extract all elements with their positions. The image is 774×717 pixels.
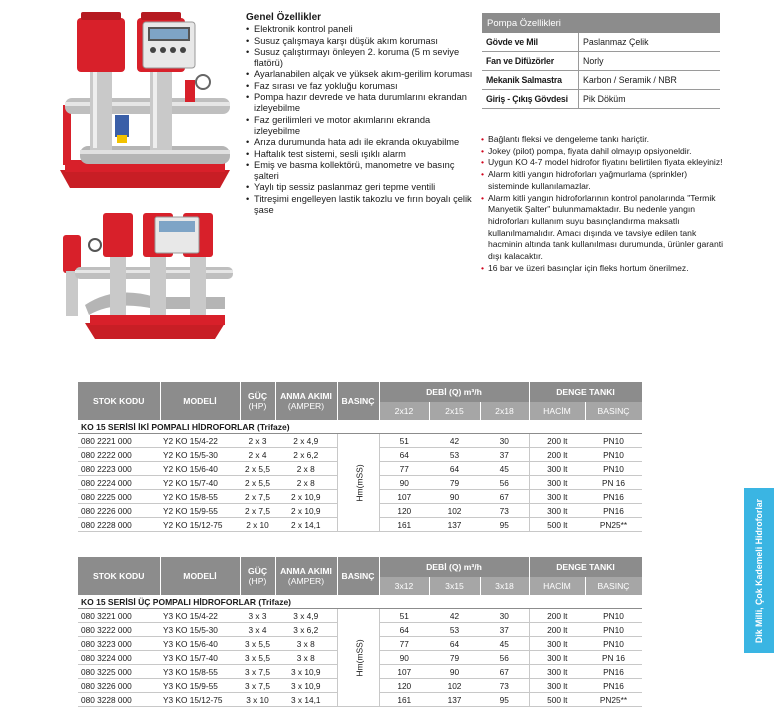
tank-volume-cell: 300 lt xyxy=(529,490,585,504)
feature-item: • Faz sırası ve faz yokluğu koruması xyxy=(254,81,476,92)
stock-code-cell: 080 3226 000 xyxy=(78,679,160,693)
side-tab-label: Dik Milli, Çok Kademeli Hidroforlar xyxy=(754,498,764,643)
flow2-cell: 137 xyxy=(429,693,480,707)
power-cell: 3 x 5,5 xyxy=(240,651,275,665)
flow3-cell: 30 xyxy=(480,609,529,623)
note-item: • Alarm kitli yangın hidroforlarının kontrol panolarında "Termik Manyetik Şalter" bulunmamaktadır. Bu nedenle yangın hidroforları kullanım suyu basınçlandırma maksatlı kullanılmamalıdır. Amacı dışında ve tavsiye edilen tank hacminin altında tank kullanılması durumunda, ürünler garanti dışı kalacaktır. xyxy=(488,193,730,263)
flow2-cell: 64 xyxy=(429,462,480,476)
spec-key: Giriş - Çıkış Gövdesi xyxy=(482,90,579,109)
power-cell: 3 x 3 xyxy=(240,609,275,623)
flow-col: 2x12 xyxy=(379,402,429,420)
flow1-cell: 120 xyxy=(379,504,429,518)
flow2-cell: 90 xyxy=(429,490,480,504)
power-cell: 3 x 4 xyxy=(240,623,275,637)
tank-pressure-cell: PN10 xyxy=(585,609,642,623)
tank-volume-cell: 500 lt xyxy=(529,693,585,707)
power-cell: 3 x 7,5 xyxy=(240,679,275,693)
stock-code-cell: 080 3224 000 xyxy=(78,651,160,665)
stock-code-cell: 080 3222 000 xyxy=(78,623,160,637)
col-model: MODELİ xyxy=(160,557,240,595)
model-cell: Y3 KO 15/7-40 xyxy=(160,651,240,665)
flow2-cell: 90 xyxy=(429,665,480,679)
three-pump-booster-image xyxy=(55,205,235,345)
model-cell: Y2 KO 15/8-55 xyxy=(160,490,240,504)
tank-pressure-cell: PN 16 xyxy=(585,476,642,490)
tank-pressure-col: BASINÇ xyxy=(585,402,642,420)
spec-row xyxy=(482,90,720,109)
flow3-cell: 45 xyxy=(480,462,529,476)
flow1-cell: 120 xyxy=(379,679,429,693)
stock-code-cell: 080 3228 000 xyxy=(78,693,160,707)
tank-pressure-col: BASINÇ xyxy=(585,577,642,595)
model-cell: Y2 KO 15/6-40 xyxy=(160,462,240,476)
feature-item: • Ayarlanabilen alçak ve yüksek akım-gerilim koruması xyxy=(254,69,476,80)
stock-code-cell: 080 3221 000 xyxy=(78,609,160,623)
flow1-cell: 161 xyxy=(379,693,429,707)
three-pump-table xyxy=(78,557,643,707)
flow1-cell: 64 xyxy=(379,448,429,462)
pressure-unit-label: Hm(mSS) xyxy=(354,463,365,502)
current-cell: 3 x 10,9 xyxy=(275,679,337,693)
col-flow: DEBİ (Q) m³/h xyxy=(379,557,529,577)
pump-spec-table xyxy=(482,13,720,109)
tank-pressure-cell: PN 16 xyxy=(585,651,642,665)
table1-body xyxy=(78,434,642,532)
flow3-cell: 56 xyxy=(480,476,529,490)
tank-pressure-cell: PN25** xyxy=(585,518,642,532)
model-cell: Y2 KO 15/4-22 xyxy=(160,434,240,448)
flow-col: 3x15 xyxy=(429,577,480,595)
model-cell: Y3 KO 15/4-22 xyxy=(160,609,240,623)
table2-body xyxy=(78,609,642,707)
feature-item: • Yaylı tip sessiz paslanmaz geri tepme ventili xyxy=(254,182,476,193)
note-item: • Jokey (pilot) pompa, fiyata dahil olmayıp opsiyoneldir. xyxy=(488,146,730,158)
flow1-cell: 64 xyxy=(379,623,429,637)
tank-pressure-cell: PN25** xyxy=(585,693,642,707)
tank-pressure-cell: PN10 xyxy=(585,623,642,637)
feature-item: • Haftalık test sistemi, sesli ışıklı alarm xyxy=(254,149,476,160)
model-cell: Y3 KO 15/9-55 xyxy=(160,679,240,693)
notes xyxy=(480,134,730,274)
spec-key: Mekanik Salmastra xyxy=(482,71,579,90)
spec-value: Paslanmaz Çelik xyxy=(579,33,721,52)
tank-volume-cell: 200 lt xyxy=(529,623,585,637)
flow3-cell: 95 xyxy=(480,518,529,532)
power-cell: 2 x 4 xyxy=(240,448,275,462)
power-cell: 3 x 10 xyxy=(240,693,275,707)
col-pressure: BASINÇ xyxy=(337,557,379,595)
flow2-cell: 42 xyxy=(429,434,480,448)
feature-item: • Pompa hazır devrede ve hata durumlarını ekrandan izleyebilme xyxy=(254,92,476,115)
current-cell: 3 x 4,9 xyxy=(275,609,337,623)
current-cell: 3 x 10,9 xyxy=(275,665,337,679)
flow1-cell: 77 xyxy=(379,462,429,476)
stock-code-cell: 080 2223 000 xyxy=(78,462,160,476)
col-tank: DENGE TANKI xyxy=(529,382,642,402)
col-pressure: BASINÇ xyxy=(337,382,379,420)
flow2-cell: 137 xyxy=(429,518,480,532)
flow3-cell: 30 xyxy=(480,434,529,448)
note-item: • Bağlantı fleksi ve dengeleme tankı hariçtir. xyxy=(488,134,730,146)
tank-volume-cell: 200 lt xyxy=(529,434,585,448)
feature-item: • Elektronik kontrol paneli xyxy=(254,24,476,35)
col-power: GÜÇ (HP) xyxy=(240,557,275,595)
flow1-cell: 90 xyxy=(379,476,429,490)
current-cell: 2 x 8 xyxy=(275,476,337,490)
flow1-cell: 107 xyxy=(379,665,429,679)
features-title: Genel Özellikler xyxy=(246,12,322,23)
current-cell: 2 x 14,1 xyxy=(275,518,337,532)
flow3-cell: 67 xyxy=(480,665,529,679)
stock-code-cell: 080 2224 000 xyxy=(78,476,160,490)
spec-value: Karbon / Seramik / NBR xyxy=(579,71,721,90)
spec-key: Gövde ve Mil xyxy=(482,33,579,52)
flow2-cell: 102 xyxy=(429,679,480,693)
model-cell: Y2 KO 15/9-55 xyxy=(160,504,240,518)
spec-title: Pompa Özellikleri xyxy=(482,13,720,33)
col-flow: DEBİ (Q) m³/h xyxy=(379,382,529,402)
flow3-cell: 73 xyxy=(480,504,529,518)
feature-item: • Susuz çalıştırmayı önleyen 2. koruma (5 m seviye flatörü) xyxy=(254,47,476,70)
note-item: • Uygun KO 4-7 model hidrofor fiyatını belirtilen fiyata ekleyiniz! xyxy=(488,157,730,169)
flow3-cell: 73 xyxy=(480,679,529,693)
flow-col: 3x18 xyxy=(480,577,529,595)
flow2-cell: 79 xyxy=(429,476,480,490)
flow1-cell: 51 xyxy=(379,609,429,623)
power-cell: 2 x 7,5 xyxy=(240,490,275,504)
col-tank: DENGE TANKI xyxy=(529,557,642,577)
feature-item: • Emiş ve basma kollektörü, manometre ve basınç şalteri xyxy=(254,160,476,183)
power-cell: 2 x 3 xyxy=(240,434,275,448)
tank-pressure-cell: PN10 xyxy=(585,462,642,476)
model-cell: Y3 KO 15/8-55 xyxy=(160,665,240,679)
current-cell: 3 x 14,1 xyxy=(275,693,337,707)
spec-value: Pik Döküm xyxy=(579,90,721,109)
two-pump-booster-image xyxy=(55,10,235,200)
col-stock-code: STOK KODU xyxy=(78,382,160,420)
feature-item: • Susuz çalışmaya karşı düşük akım koruması xyxy=(254,36,476,47)
table-row xyxy=(78,609,642,623)
flow1-cell: 90 xyxy=(379,651,429,665)
feature-item: • Titreşimi engelleyen lastik takozlu ve fırın boyalı çelik şase xyxy=(254,194,476,217)
stock-code-cell: 080 2225 000 xyxy=(78,490,160,504)
tank-volume-cell: 500 lt xyxy=(529,518,585,532)
flow3-cell: 56 xyxy=(480,651,529,665)
model-cell: Y2 KO 15/12-75 xyxy=(160,518,240,532)
general-features xyxy=(246,12,476,216)
table-row xyxy=(78,434,642,448)
col-power: GÜÇ (HP) xyxy=(240,382,275,420)
flow1-cell: 77 xyxy=(379,637,429,651)
current-cell: 3 x 8 xyxy=(275,637,337,651)
model-cell: Y3 KO 15/12-75 xyxy=(160,693,240,707)
power-cell: 3 x 5,5 xyxy=(240,637,275,651)
tank-volume-cell: 300 lt xyxy=(529,651,585,665)
pressure-unit-label: Hm(mSS) xyxy=(354,638,365,677)
tank-pressure-cell: PN16 xyxy=(585,679,642,693)
col-stock-code: STOK KODU xyxy=(78,557,160,595)
tank-volume-cell: 300 lt xyxy=(529,637,585,651)
stock-code-cell: 080 3223 000 xyxy=(78,637,160,651)
model-cell: Y2 KO 15/7-40 xyxy=(160,476,240,490)
flow1-cell: 107 xyxy=(379,490,429,504)
tank-pressure-cell: PN16 xyxy=(585,490,642,504)
tank-volume-cell: 300 lt xyxy=(529,504,585,518)
flow3-cell: 95 xyxy=(480,693,529,707)
flow1-cell: 161 xyxy=(379,518,429,532)
power-cell: 2 x 5,5 xyxy=(240,476,275,490)
spec-value: Norly xyxy=(579,52,721,71)
stock-code-cell: 080 2222 000 xyxy=(78,448,160,462)
flow3-cell: 37 xyxy=(480,623,529,637)
tank-pressure-cell: PN10 xyxy=(585,434,642,448)
power-cell: 2 x 10 xyxy=(240,518,275,532)
pressure-unit-cell xyxy=(337,609,379,707)
features-list xyxy=(246,24,476,216)
tank-pressure-cell: PN16 xyxy=(585,504,642,518)
stock-code-cell: 080 2228 000 xyxy=(78,518,160,532)
flow3-cell: 45 xyxy=(480,637,529,651)
spec-row xyxy=(482,33,720,52)
flow3-cell: 37 xyxy=(480,448,529,462)
col-current: ANMA AKIMI (AMPER) xyxy=(275,382,337,420)
current-cell: 3 x 6,2 xyxy=(275,623,337,637)
model-cell: Y3 KO 15/6-40 xyxy=(160,637,240,651)
feature-item: • Arıza durumunda hata adı ile ekranda okuyabilme xyxy=(254,137,476,148)
current-cell: 3 x 8 xyxy=(275,651,337,665)
tank-volume-cell: 200 lt xyxy=(529,609,585,623)
note-item: • 16 bar ve üzeri basınçlar için fleks hortum önerilmez. xyxy=(488,263,730,275)
flow2-cell: 79 xyxy=(429,651,480,665)
flow-col: 2x15 xyxy=(429,402,480,420)
tank-volume-cell: 300 lt xyxy=(529,679,585,693)
tank-volume-col: HACİM xyxy=(529,402,585,420)
current-cell: 2 x 10,9 xyxy=(275,504,337,518)
tank-volume-cell: 300 lt xyxy=(529,665,585,679)
flow3-cell: 67 xyxy=(480,490,529,504)
feature-item: • Faz gerilimleri ve motor akımlarını ekranda izleyebilme xyxy=(254,115,476,138)
tank-volume-cell: 300 lt xyxy=(529,462,585,476)
stock-code-cell: 080 3225 000 xyxy=(78,665,160,679)
flow-col: 3x12 xyxy=(379,577,429,595)
current-cell: 2 x 10,9 xyxy=(275,490,337,504)
model-cell: Y2 KO 15/5-30 xyxy=(160,448,240,462)
flow2-cell: 42 xyxy=(429,609,480,623)
tank-pressure-cell: PN10 xyxy=(585,637,642,651)
power-cell: 2 x 7,5 xyxy=(240,504,275,518)
tank-volume-cell: 200 lt xyxy=(529,448,585,462)
power-cell: 3 x 7,5 xyxy=(240,665,275,679)
flow2-cell: 64 xyxy=(429,637,480,651)
flow-col: 2x18 xyxy=(480,402,529,420)
group-title: KO 15 SERİSİ ÜÇ POMPALI HİDROFORLAR (Trifaze) xyxy=(78,595,642,609)
flow2-cell: 53 xyxy=(429,448,480,462)
col-current: ANMA AKIMI (AMPER) xyxy=(275,557,337,595)
section-side-tab[interactable] xyxy=(744,488,774,653)
tank-volume-col: HACİM xyxy=(529,577,585,595)
tank-volume-cell: 300 lt xyxy=(529,476,585,490)
note-item: • Alarm kitli yangın hidroforları yağmurlama (sprinkler) sisteminde kullanılamazlar. xyxy=(488,169,730,192)
flow1-cell: 51 xyxy=(379,434,429,448)
power-cell: 2 x 5,5 xyxy=(240,462,275,476)
spec-row xyxy=(482,71,720,90)
col-model: MODELİ xyxy=(160,382,240,420)
flow2-cell: 53 xyxy=(429,623,480,637)
model-cell: Y3 KO 15/5-30 xyxy=(160,623,240,637)
pressure-unit-cell xyxy=(337,434,379,532)
flow2-cell: 102 xyxy=(429,504,480,518)
current-cell: 2 x 6,2 xyxy=(275,448,337,462)
tank-pressure-cell: PN16 xyxy=(585,665,642,679)
current-cell: 2 x 8 xyxy=(275,462,337,476)
current-cell: 2 x 4,9 xyxy=(275,434,337,448)
group-title: KO 15 SERİSİ İKİ POMPALI HİDROFORLAR (Trifaze) xyxy=(78,420,642,434)
two-pump-table xyxy=(78,382,643,532)
spec-key: Fan ve Difüzörler xyxy=(482,52,579,71)
tank-pressure-cell: PN10 xyxy=(585,448,642,462)
stock-code-cell: 080 2226 000 xyxy=(78,504,160,518)
stock-code-cell: 080 2221 000 xyxy=(78,434,160,448)
spec-row xyxy=(482,52,720,71)
